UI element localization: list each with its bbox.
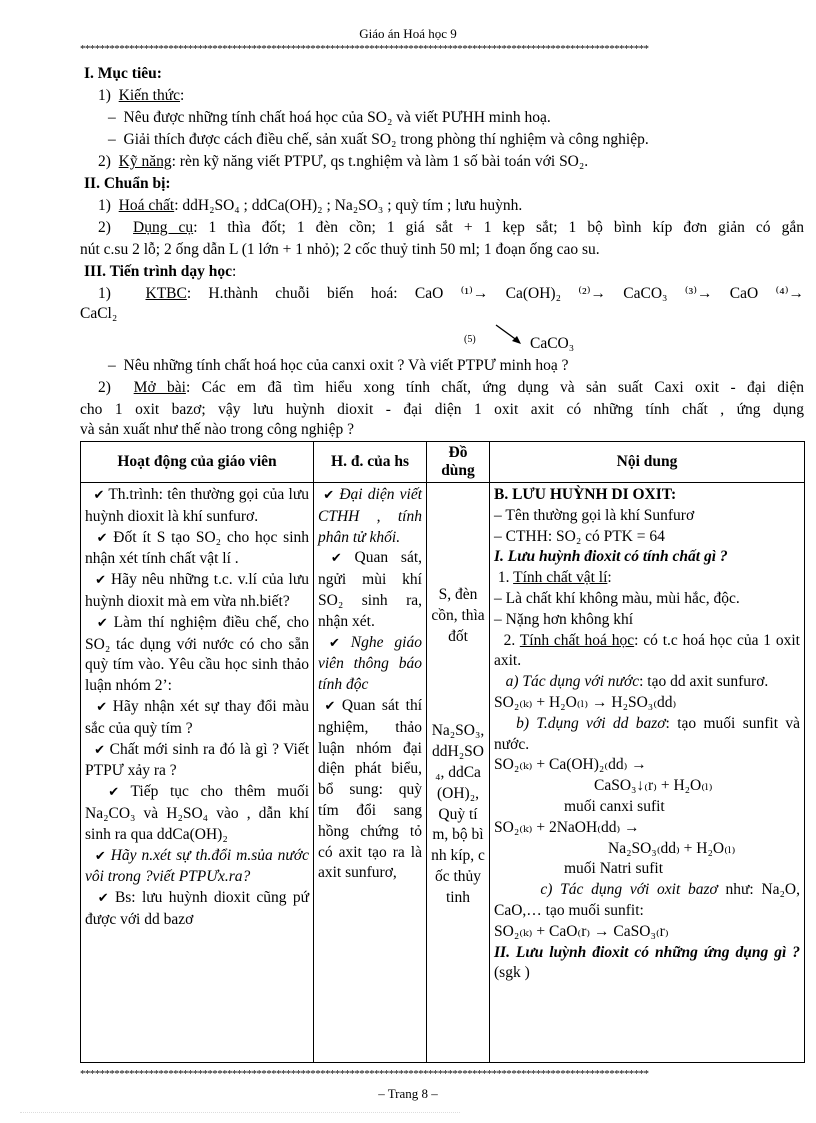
content-line: b) T.dụng với dd bazơ: tạo muối sunfit và nước. — [494, 714, 800, 753]
list-item: ✔ Hãy nhận xét sự thay đổi màu sắc của quỳ tím ? — [85, 697, 310, 737]
lesson-content — [490, 483, 805, 1063]
dotted-rule — [20, 1112, 460, 1113]
s3-intro: 2) Mở bài: Các em đã tìm hiểu xong tính chất, ứng dụng và sản suất Caxi oxit - đại diện — [98, 379, 804, 396]
content-title: B. LƯU HUỲNH DI OXIT: — [494, 486, 677, 503]
content-line: c) Tác dụng với oxit bazơ như: Na₂O, CaO,… tạo muối sunfit: — [494, 881, 801, 919]
s3-intro-l3: và sản xuất như thế nào trong công nghiệp ? — [80, 421, 354, 438]
list-item: ✔ Đại diện viết CTHH , tính phân tử khối. — [318, 486, 423, 546]
list-item: ✔ Quan sát, ngửi mùi khí SO₂ sinh ra, nhận xét. — [318, 549, 423, 630]
equation-label: muối Natri sufit — [564, 860, 664, 878]
list-item: ✔ Hãy n.xét sự th.đổi m.sủa nước vôi trong ?viết PTPƯx.ra? — [85, 846, 310, 886]
check-icon: ✔ — [97, 891, 109, 907]
list-item: ✔ Th.trình: tên thường gọi của lưu huỳnh dioxit là khí sunfurơ. — [85, 486, 309, 525]
reaction-caco3: CaCO₃ — [530, 335, 575, 352]
check-icon: ✔ — [96, 530, 108, 546]
section-2-title: II. Chuẩn bị: — [84, 175, 171, 192]
teacher-activities — [81, 483, 314, 1063]
check-icon: ✔ — [323, 488, 335, 503]
list-item: ✔ Làm thí nghiệm điều chế, cho SO₂ tác dụng với nước có cho sẵn quỳ tím vào. Yêu cầu học sinh thảo luận nhóm 2’: — [85, 613, 309, 695]
reaction-label-5: (5) — [464, 334, 476, 345]
check-icon: ✔ — [96, 699, 108, 715]
content-line: – CTHH: SO₂ có PTK = 64 — [494, 527, 665, 545]
materials-group-2: Na₂SO₃, ddH₂SO₄, ddCa(OH)₂, Quỳ tím, bộ bình kíp, cốc thủy tinh — [431, 722, 485, 906]
list-item: ✔ Tiếp tục cho thêm muối Na₂CO₃ và H₂SO₄ vào , dẫn khí sinh ra qua ddCa(OH)₂ — [85, 783, 310, 843]
equation-label: muối canxi sufit — [564, 797, 665, 815]
list-item: ✔ Nghe giáo viên thông báo tính độc — [318, 633, 422, 694]
content-line: – Là chất khí không màu, mùi hắc, độc. — [494, 589, 740, 607]
list-item: ✔ Quan sát thí nghiệm, thảo luận nhóm đại diện phát biểu, bổ sung: quỳ tím đổi sang hồng chứng tỏ có axit tạo ra là axit sunfurơ, — [318, 696, 422, 882]
equation: SO₂₍ₖ₎ + Ca(OH)₂₍dd₎ → — [494, 756, 647, 774]
reaction-arrow-icon — [494, 322, 524, 346]
check-icon: ✔ — [324, 698, 336, 714]
page-header: Giáo án Hoá học 9 — [359, 26, 457, 41]
section-1-title: I. Mục tiêu: — [84, 65, 162, 82]
materials-group-1: S, đèn cồn, thìa đốt — [431, 586, 485, 645]
col-header-materials: Đồ dùng — [427, 442, 490, 483]
lesson-table — [80, 441, 805, 1063]
col-header-teacher: Hoạt động của giáo viên — [81, 442, 314, 483]
equation: SO₂₍ₖ₎ + H₂O₍ₗ₎ → H₂SO₃₍dd₎ — [494, 693, 677, 711]
star-divider-top: ******************************************************************************************************************** — [80, 43, 649, 55]
student-activities — [314, 483, 427, 1063]
content-heading: II. Lưu luỳnh đioxit có những ứng dụng gì ? (sgk ) — [494, 943, 800, 982]
check-icon: ✔ — [108, 785, 120, 801]
check-icon: ✔ — [93, 488, 105, 503]
check-icon: ✔ — [95, 573, 106, 589]
check-icon: ✔ — [94, 742, 106, 758]
s1-knowledge-item-2: – Giải thích được cách điều chế, sản xuất SO₂ trong phòng thí nghiệm và công nghiệp. — [108, 131, 649, 148]
s3-ktbc-cont: CaCl₂ — [80, 305, 118, 322]
star-divider-bottom: ******************************************************************************************************************** — [80, 1068, 649, 1080]
s2-chemicals: 1) Hoá chất: ddH₂SO₄ ; ddCa(OH)₂ ; Na₂SO₃ ; quỳ tím ; lưu huỳnh. — [98, 197, 523, 214]
content-line: – Tên thường gọi là khí Sunfurơ — [494, 506, 695, 524]
s3-intro-l2: cho 1 oxit bazơ; vậy lưu huỳnh dioxit - đại diện 1 oxit axit có những tính chất , ứng dụng — [80, 401, 804, 418]
equation: SO₂₍ₖ₎ + 2NaOH₍dd₎ → — [494, 818, 640, 836]
s2-tools-cont: nút c.su 2 lỗ; 2 ống dẫn L (1 lớn + 1 nhỏ); 2 cốc thuỷ tinh 50 ml; 1 đoạn ống cao su. — [80, 241, 600, 258]
section-3-title: III. Tiến trình dạy học: — [84, 263, 237, 280]
equation: CaSO₃↓₍r₎ + H₂O₍ₗ₎ — [594, 777, 713, 795]
list-item: ✔ Đốt ít S tạo SO₂ cho học sinh nhận xét tính chất vật lí . — [85, 528, 310, 568]
content-subheading: 2. Tính chất hoá học: có t.c hoá học của 1 oxit axit. — [494, 631, 800, 670]
s3-question: – Nêu những tính chất hoá học của canxi oxit ? Và viết PTPƯ minh hoạ ? — [108, 357, 569, 374]
page-footer: – Trang 8 – — [378, 1086, 438, 1101]
s1-skills: 2) Kỹ năng: rèn kỹ năng viết PTPƯ, qs t.nghiệm và làm 1 số bài toán với SO₂. — [98, 153, 589, 170]
s3-ktbc: 1) KTBC: H.thành chuỗi biến hoá: CaO ⁽¹⁾→ Ca(OH)₂ ⁽²⁾→ CaCO₃ ⁽³⁾→ CaO ⁽⁴⁾→ — [98, 285, 805, 302]
equation: SO₂₍ₖ₎ + CaO₍r₎ → CaSO₃₍r₎ — [494, 922, 669, 940]
content-subheading: 1. Tính chất vật lí: — [497, 569, 612, 587]
check-icon: ✔ — [328, 635, 340, 651]
check-icon: ✔ — [96, 615, 108, 631]
s1-knowledge-item-1: – Nêu được những tính chất hoá học của SO₂ và viết PƯHH minh hoạ. — [108, 109, 551, 126]
equation: Na₂SO₃₍dd₎ + H₂O₍ₗ₎ — [608, 839, 736, 857]
list-item: ✔ Hãy nêu những t.c. v.lí của lưu huỳnh dioxit mà em vừa nh.biết? — [85, 571, 309, 610]
list-item: ✔ Bs: lưu huỳnh dioxit cũng pứ được với dd bazơ — [85, 889, 309, 928]
col-header-content: Nội dung — [490, 442, 805, 483]
content-heading: I. Lưu huỳnh đioxit có tính chất gì ? — [494, 548, 728, 566]
s2-tools: 2) Dụng cụ: 1 thìa đốt; 1 đèn cồn; 1 giá sắt + 1 kẹp sắt; 1 bộ bình kíp đơn giản có gắn — [98, 219, 804, 236]
s1-knowledge: 1) Kiến thức: — [98, 87, 185, 104]
check-icon: ✔ — [330, 551, 342, 567]
content-line: – Nặng hơn không khí — [494, 610, 634, 628]
list-item: ✔ Chất mới sinh ra đó là gì ? Viết PTPƯ xảy ra ? — [85, 740, 310, 780]
materials — [427, 483, 490, 1063]
col-header-student: H. đ. của hs — [314, 442, 427, 483]
check-icon: ✔ — [94, 848, 106, 864]
content-line: a) Tác dụng với nước: tạo dd axit sunfurơ. — [505, 673, 769, 691]
